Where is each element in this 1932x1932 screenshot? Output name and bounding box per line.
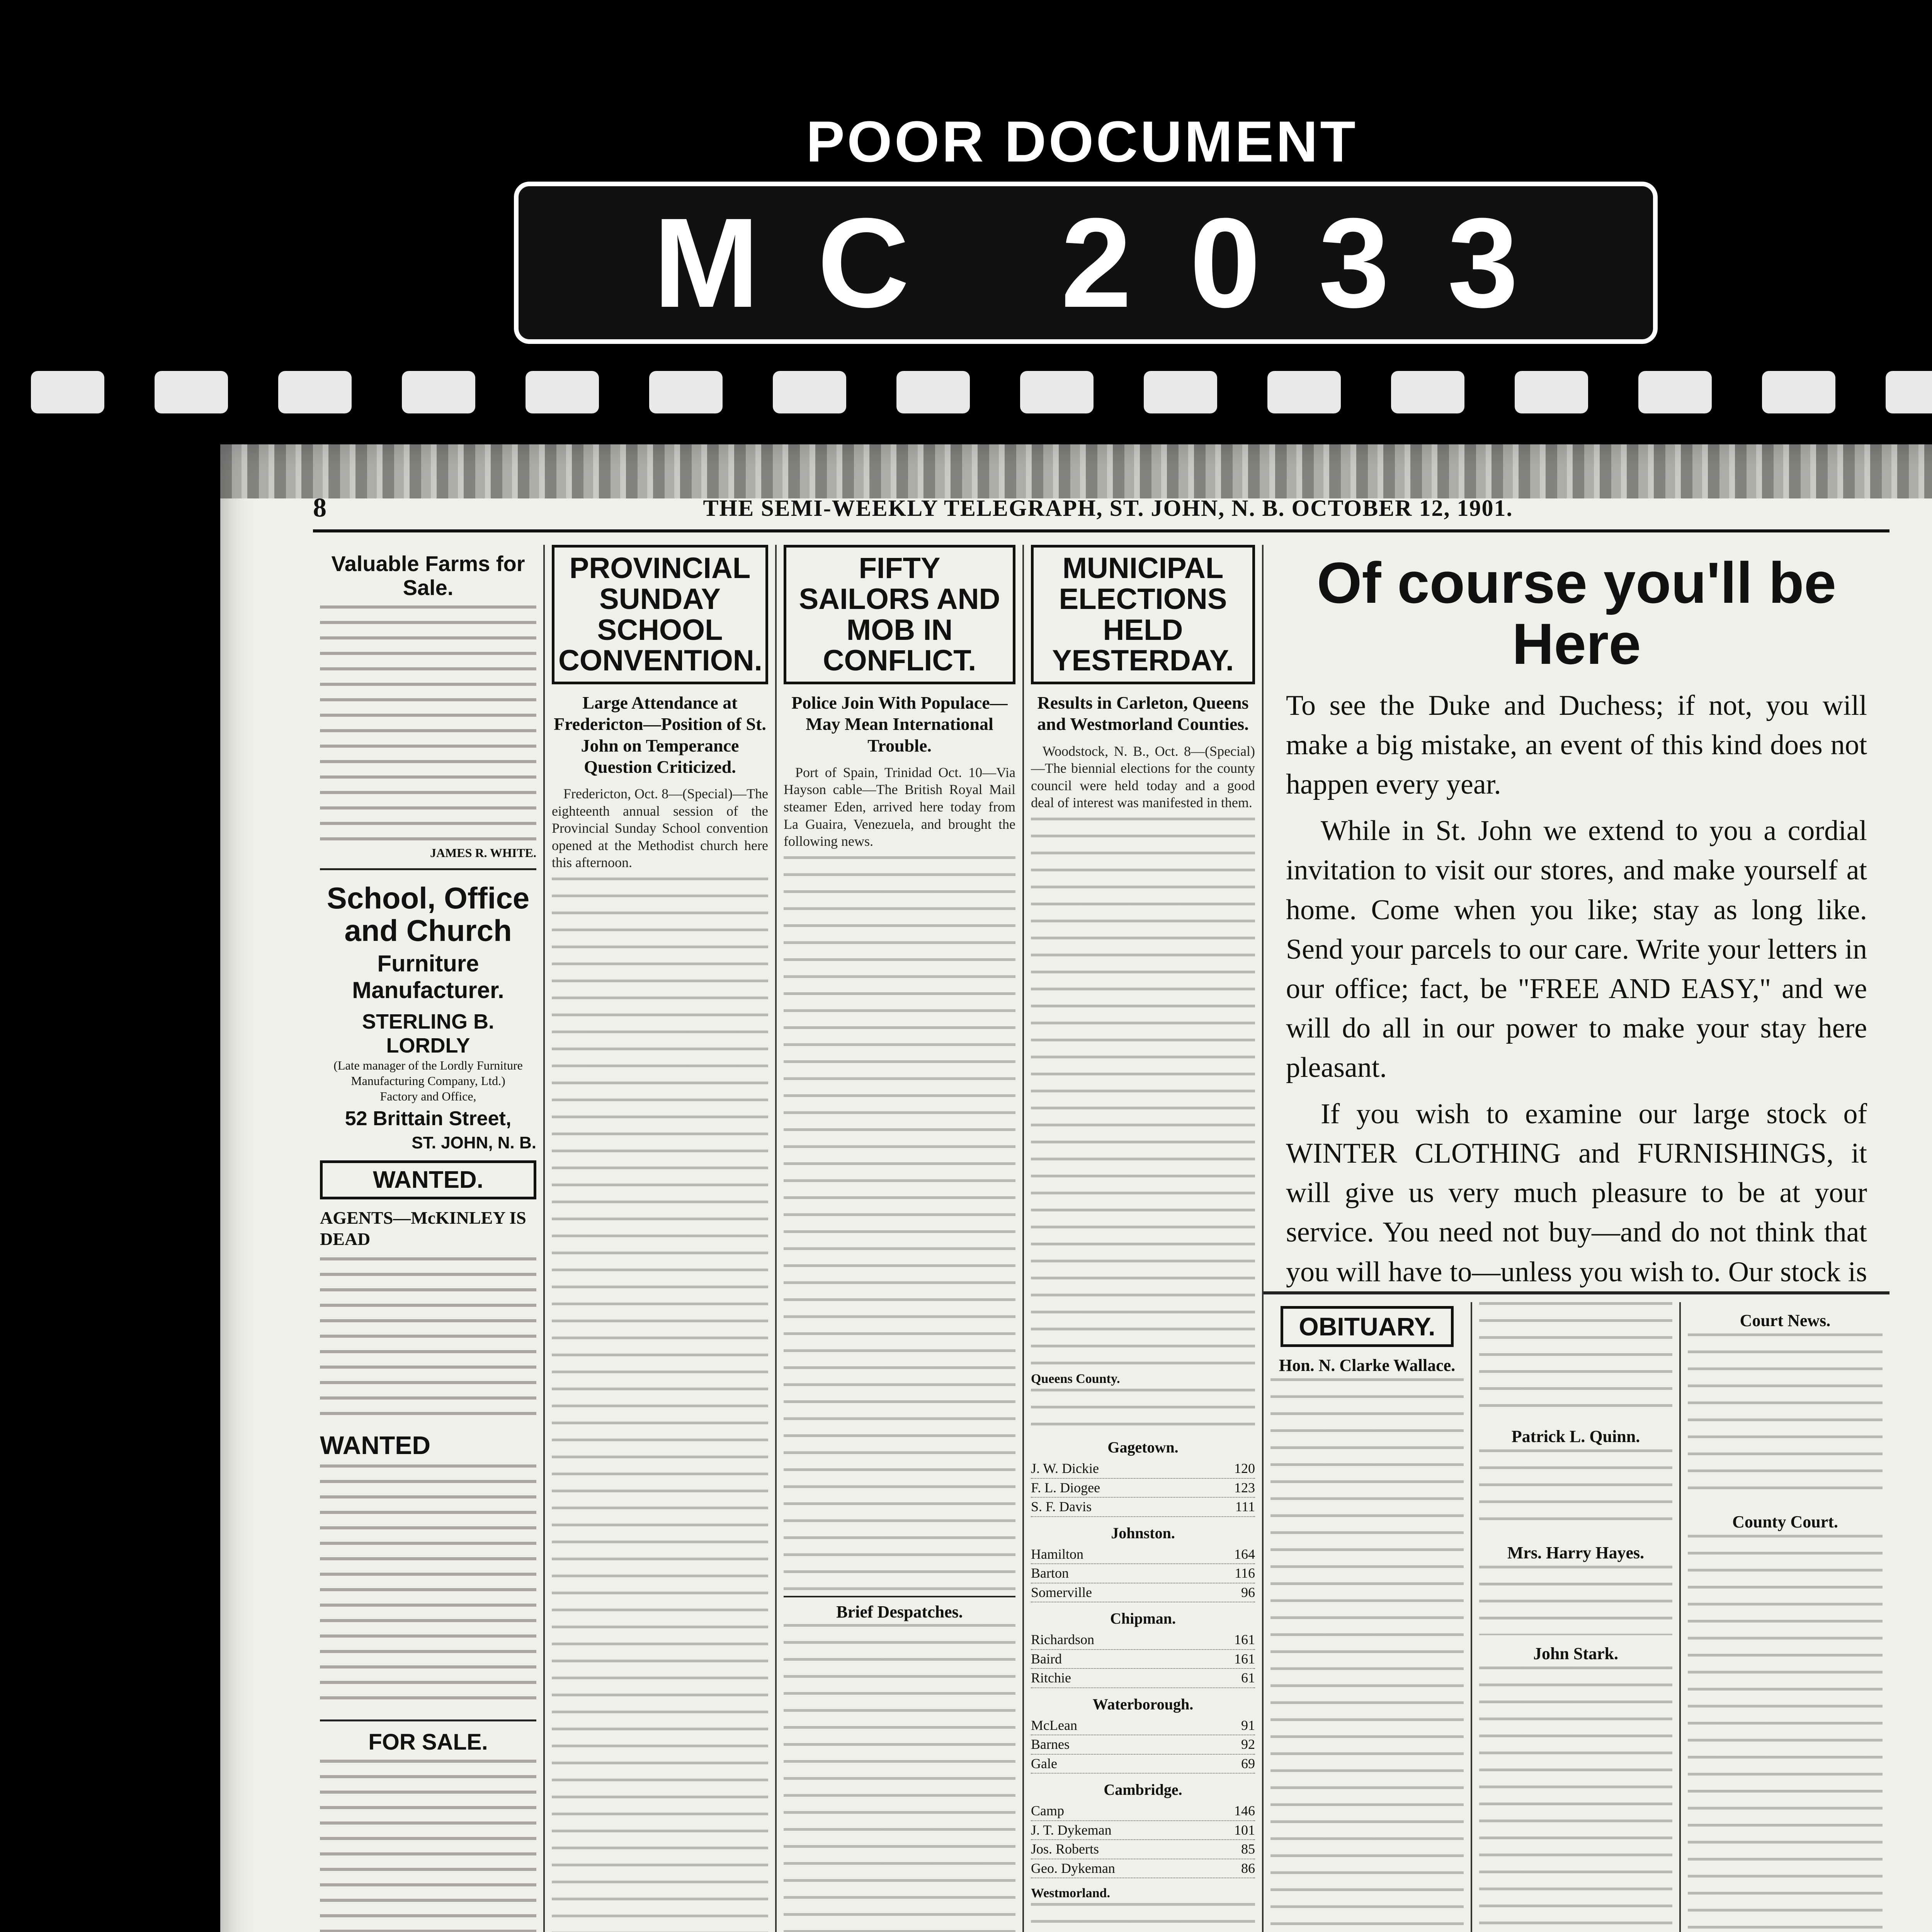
obit-quinn-heading: Patrick L. Quinn. (1511, 1427, 1640, 1446)
waterborough-heading: Waterborough. (1092, 1695, 1194, 1713)
column-obituary-2 (1472, 1302, 1681, 1932)
masthead-title: THE SEMI-WEEKLY TELEGRAPH, ST. JOHN, N. B. OCTOBER 12, 1901. (703, 495, 1513, 521)
candidate-name: F. L. Diogee (1031, 1480, 1100, 1495)
elections-dateline: Woodstock, N. B., Oct. 8—(Special)—The biennial elections for the county council were held today and a good deal of interest was manifested in them. (1031, 743, 1255, 811)
for-sale-text (320, 1760, 536, 1932)
obit-continued-text (1479, 1302, 1672, 1418)
sprocket-hole (896, 371, 970, 413)
candidate-votes: 61 (1241, 1670, 1255, 1686)
lordly-city: ST. JOHN, N. B. (412, 1133, 536, 1152)
agents-heading: AGENTS—McKINLEY IS DEAD (320, 1208, 526, 1249)
candidate-name: J. W. Dickie (1031, 1461, 1099, 1476)
henderson-advert (1264, 545, 1889, 1294)
candidate-votes: 96 (1241, 1584, 1255, 1600)
advert-p3: If you wish to examine our large stock of WINTER CLOTHING and FURNISHINGS, it will give us very much pleasure to be at your service. You need not buy—and do not think that you will have to—unless you wish to. Our stock is (1286, 1098, 1867, 1288)
candidate-votes: 86 (1241, 1860, 1255, 1876)
divider (320, 868, 536, 870)
column-classifieds (313, 545, 545, 1932)
sprocket-hole (155, 371, 228, 413)
convention-lead (552, 785, 768, 871)
elections-lead (1031, 743, 1255, 812)
sprocket-hole (278, 371, 352, 413)
gagetown-heading: Gagetown. (1107, 1439, 1179, 1456)
candidate-name: Camp (1031, 1803, 1064, 1819)
agents-text (320, 1257, 536, 1423)
advert-headline: Of course you'll be Here (1316, 550, 1837, 676)
county-court-text (1688, 1535, 1883, 1932)
sprocket-hole (1020, 371, 1094, 413)
column-sunday-school (545, 545, 777, 1932)
sprocket-hole (1762, 371, 1835, 413)
convention-dateline: Fredericton, Oct. 8—(Special)—The eighteenth annual session of the Provincial Sunday School convention opened at the Methodist church here this afternoon. (552, 786, 768, 871)
queens-text (1031, 1389, 1255, 1431)
obit-wallace-text (1270, 1378, 1464, 1932)
sprocket-hole (1267, 371, 1341, 413)
chipman-results (1031, 1631, 1255, 1688)
farms-owner: JAMES R. WHITE. (430, 846, 536, 860)
school-furniture-heading: School, Office and Church (327, 881, 530, 948)
sprocket-hole (402, 371, 475, 413)
result-row (1031, 1735, 1255, 1755)
candidate-votes: 146 (1234, 1803, 1255, 1819)
sailors-text (784, 856, 1015, 1590)
queens-county-heading: Queens County. (1031, 1372, 1120, 1386)
elections-subheading: Results in Carleton, Queens and Westmorland Counties. (1037, 693, 1249, 734)
result-row (1031, 1716, 1255, 1736)
poor-document-label: POOR DOCUMENT (806, 109, 1358, 174)
obit-wallace-heading: Hon. N. Clarke Wallace. (1279, 1356, 1456, 1375)
sailors-lead (784, 764, 1015, 850)
candidate-name: Somerville (1031, 1584, 1092, 1600)
convention-text (552, 878, 768, 1932)
newspaper-page (220, 444, 1932, 1932)
westmorland-heading: Westmorland. (1031, 1886, 1110, 1901)
elections-heading: MUNICIPAL ELECTIONS HELD YESTERDAY. (1031, 545, 1255, 684)
candidate-votes: 111 (1235, 1499, 1255, 1515)
film-code-plate (514, 182, 1658, 344)
advert-p1: To see the Duke and Duchess; if not, you will make a big mistake, an event of this kind does not happen every year. (1286, 690, 1867, 801)
chipman-heading: Chipman. (1110, 1610, 1176, 1628)
sprocket-hole (649, 371, 723, 413)
county-court-heading: County Court. (1732, 1512, 1838, 1531)
candidate-votes: 69 (1241, 1755, 1255, 1771)
sailors-subheading: Police Join With Populace—May Mean International Trouble. (791, 693, 1008, 755)
brief-despatches-text (784, 1624, 1015, 1932)
waterborough-results (1031, 1716, 1255, 1774)
column-sailors (777, 545, 1024, 1932)
court-news-heading: Court News. (1740, 1311, 1831, 1330)
court-news-text (1688, 1333, 1883, 1503)
johnston-heading: Johnston. (1111, 1524, 1175, 1542)
candidate-votes: 91 (1241, 1717, 1255, 1733)
candidate-name: Barton (1031, 1565, 1069, 1581)
result-row (1031, 1669, 1255, 1688)
gagetown-results (1031, 1459, 1255, 1517)
column-court-news (1681, 1302, 1889, 1932)
masthead (313, 487, 1889, 532)
advert-body (1270, 686, 1883, 1294)
sailors-dateline: Port of Spain, Trinidad Oct. 10—Via Hayson cable—The British Royal Mail steamer Eden, arrived here today from La Guaira, Venezuela, and brought the following news. (784, 764, 1015, 849)
obit-hayes-heading: Mrs. Harry Hayes. (1507, 1543, 1645, 1562)
candidate-votes: 161 (1234, 1632, 1255, 1648)
convention-heading: PROVINCIAL SUNDAY SCHOOL CONVENTION. (552, 545, 768, 684)
result-row (1031, 1459, 1255, 1479)
film-code: MC 2033 (653, 191, 1577, 334)
sprocket-hole (1515, 371, 1588, 413)
obituary-heading: OBITUARY. (1281, 1306, 1453, 1347)
lordly-address: 52 Brittain Street, (345, 1107, 512, 1130)
elections-text (1031, 818, 1255, 1366)
convention-subheading: Large Attendance at Fredericton—Position of St. John on Temperance Question Criticized. (554, 693, 766, 777)
sailors-heading: FIFTY SAILORS AND MOB IN CONFLICT. (784, 545, 1015, 684)
for-sale-heading: FOR SALE. (368, 1730, 488, 1755)
sprocket-hole (1886, 371, 1932, 413)
candidate-name: Ritchie (1031, 1670, 1071, 1686)
candidate-name: J. T. Dykeman (1031, 1822, 1112, 1838)
candidate-name: Hamilton (1031, 1546, 1083, 1562)
cambridge-results (1031, 1802, 1255, 1878)
candidate-votes: 161 (1234, 1651, 1255, 1667)
result-row (1031, 1859, 1255, 1879)
candidate-name: Geo. Dykeman (1031, 1860, 1115, 1876)
brief-despatches-heading: Brief Despatches. (784, 1596, 1015, 1622)
lordly-factory: Factory and Office, (380, 1089, 476, 1103)
sprocket-hole (1391, 371, 1464, 413)
lordly-name: STERLING B. LORDLY (362, 1010, 494, 1057)
result-row (1031, 1755, 1255, 1774)
result-row (1031, 1802, 1255, 1821)
candidate-votes: 123 (1234, 1480, 1255, 1495)
obit-hayes-text (1479, 1566, 1672, 1635)
candidate-name: Richardson (1031, 1632, 1094, 1648)
obit-stark-text (1479, 1667, 1672, 1929)
result-row (1031, 1479, 1255, 1498)
sprocket-hole (526, 371, 599, 413)
sprocket-hole (31, 371, 104, 413)
lordly-note: (Late manager of the Lordly Furniture Manufacturing Company, Ltd.) (333, 1058, 523, 1088)
result-row (1031, 1631, 1255, 1650)
obituary-header-wrap (1270, 1306, 1464, 1347)
result-row (1031, 1821, 1255, 1840)
column-elections (1024, 545, 1264, 1932)
result-row (1031, 1840, 1255, 1859)
candidate-votes: 116 (1235, 1565, 1255, 1581)
obit-stark-heading: John Stark. (1533, 1644, 1619, 1663)
sprocket-strip-top (0, 371, 1932, 413)
sprocket-hole (773, 371, 846, 413)
wanted-ads-text (320, 1464, 536, 1712)
farms-heading: Valuable Farms for Sale. (331, 551, 525, 600)
obit-quinn-text (1479, 1449, 1672, 1534)
column-obituary-1 (1264, 1302, 1472, 1932)
candidate-name: McLean (1031, 1717, 1077, 1733)
candidate-votes: 101 (1234, 1822, 1255, 1838)
result-row (1031, 1650, 1255, 1669)
sprocket-hole (1144, 371, 1217, 413)
cambridge-heading: Cambridge. (1104, 1781, 1182, 1799)
wanted-heading: WANTED. (320, 1160, 536, 1199)
candidate-name: Gale (1031, 1755, 1057, 1771)
result-row (1031, 1564, 1255, 1583)
candidate-name: Jos. Roberts (1031, 1841, 1099, 1857)
candidate-votes: 92 (1241, 1736, 1255, 1752)
candidate-votes: 120 (1234, 1461, 1255, 1476)
candidate-votes: 164 (1234, 1546, 1255, 1562)
farms-text (320, 605, 536, 845)
result-row (1031, 1583, 1255, 1603)
result-row (1031, 1545, 1255, 1565)
advert-p2: While in St. John we extend to you a cordial invitation to visit our stores, and make yourself at home. Come when you like; stay as long like. Send your parcels to our care. Write your letters in our office; fact, be "FREE AND EASY," and we will do all in our power to make your stay here pleasant. (1286, 815, 1867, 1083)
divider (320, 1719, 536, 1721)
school-furniture-sub: Furniture Manufacturer. (352, 950, 504, 1003)
result-row (1031, 1498, 1255, 1517)
johnston-results (1031, 1545, 1255, 1603)
wanted2-heading: WANTED (320, 1431, 430, 1460)
candidate-name: Barnes (1031, 1736, 1070, 1752)
candidate-name: S. F. Davis (1031, 1499, 1092, 1515)
westmorland-text (1031, 1903, 1255, 1932)
sprocket-hole (1638, 371, 1712, 413)
candidate-votes: 85 (1241, 1841, 1255, 1857)
page-number: 8 (313, 493, 327, 523)
candidate-name: Baird (1031, 1651, 1062, 1667)
